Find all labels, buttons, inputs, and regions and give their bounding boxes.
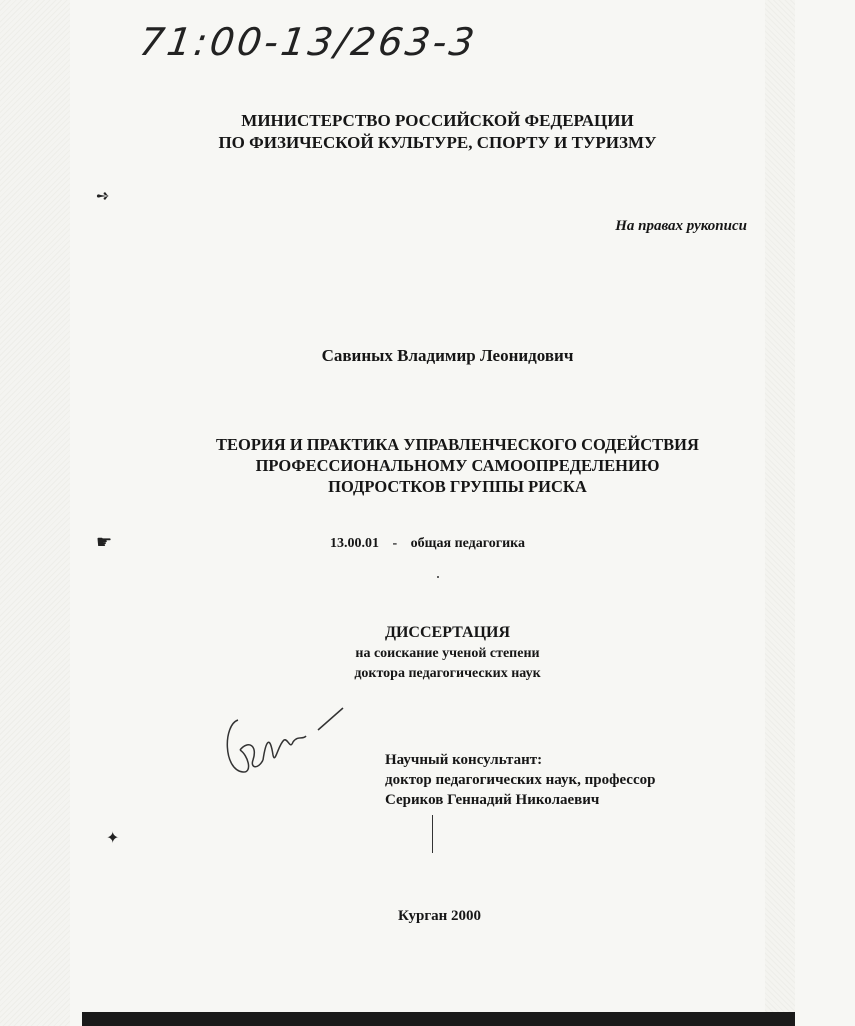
author-name: Савиных Владимир Леонидович	[321, 346, 574, 365]
rights-note: На правах рукописи	[615, 218, 747, 234]
city-year: Курган 2000	[398, 908, 482, 924]
scan-speck	[437, 576, 439, 578]
binding-mark-icon: ☛	[96, 532, 113, 552]
dissertation-line-1: на соискание ученой степени	[355, 646, 540, 661]
consultant-degree: доктор педагогических наук, профессор	[385, 772, 656, 788]
consultant-label: Научный консультант:	[385, 752, 543, 768]
pencil-stroke	[432, 815, 433, 853]
title-line-1: ТЕОРИЯ И ПРАКТИКА УПРАВЛЕНЧЕСКОГО СОДЕЙСТВИЯ	[216, 435, 699, 454]
consultant-name: Сериков Геннадий Николаевич	[385, 792, 600, 808]
title-line-3: ПОДРОСТКОВ ГРУППЫ РИСКА	[328, 477, 587, 496]
scan-bottom-edge	[82, 1012, 795, 1026]
ministry-line-1: МИНИСТЕРСТВО РОССИЙСКОЙ ФЕДЕРАЦИИ	[241, 111, 634, 130]
specialty-dash: -	[392, 536, 398, 551]
specialty-name: общая педагогика	[410, 536, 526, 551]
specialty-line	[330, 536, 535, 552]
dissertation-block	[50, 622, 845, 684]
dissertation-heading: ДИССЕРТАЦИЯ	[384, 624, 511, 641]
dissertation-line-2: доктора педагогических наук	[354, 666, 541, 681]
title-line-2: ПРОФЕССИОНАЛЬНОМУ САМООПРЕДЕЛЕНИЮ	[255, 456, 660, 475]
binding-mark-icon: ➺	[96, 188, 110, 205]
dissertation-title	[60, 434, 855, 497]
handwritten-signature	[218, 687, 358, 790]
binding-mark-icon: ✦	[106, 830, 120, 847]
handwritten-catalog-code: 71:00-13/263-3	[136, 20, 480, 64]
ministry-heading	[40, 110, 835, 154]
ministry-line-2: ПО ФИЗИЧЕСКОЙ КУЛЬТУРЕ, СПОРТУ И ТУРИЗМУ	[218, 133, 657, 152]
specialty-code: 13.00.01	[330, 536, 379, 551]
consultant-block	[385, 750, 655, 810]
signature-text: Савин	[218, 687, 261, 704]
